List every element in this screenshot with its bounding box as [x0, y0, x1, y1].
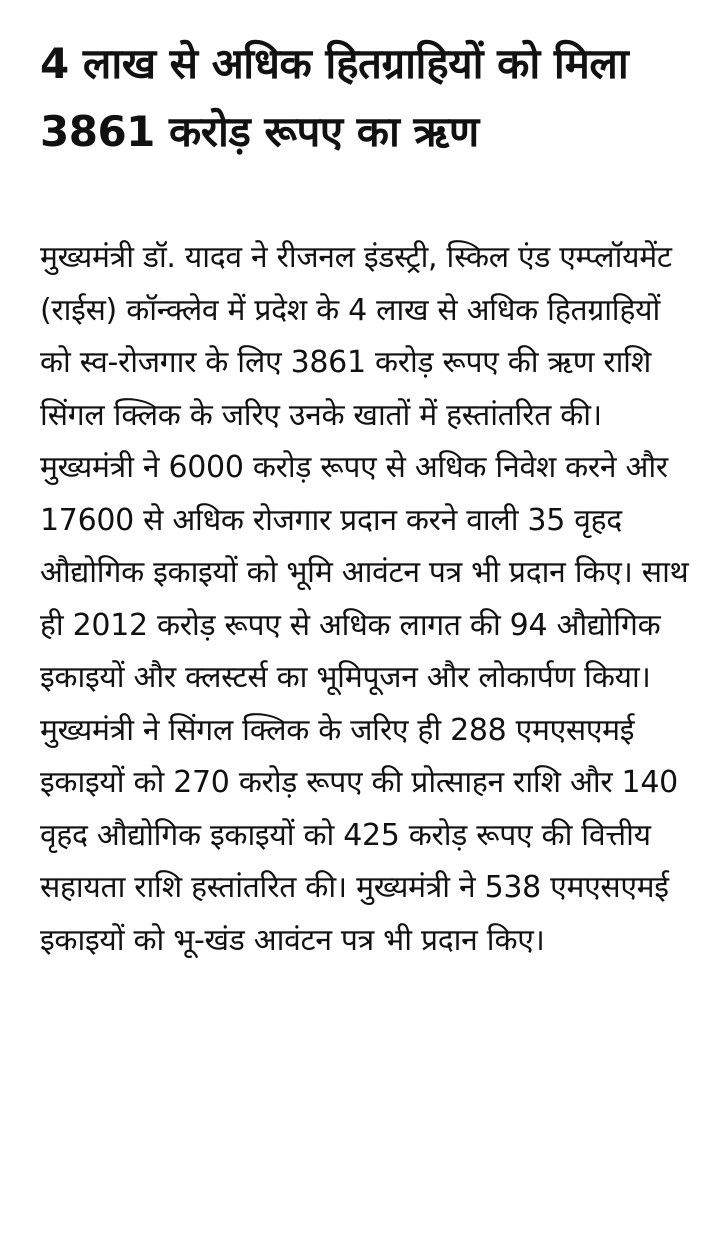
news-article — [40, 30, 690, 967]
article-headline: 4 लाख से अधिक हितग्राहियों को मिला 3861 करोड़ रूपए का ऋण — [40, 39, 629, 156]
article-body: मुख्यमंत्री डॉ. यादव ने रीजनल इंडस्ट्री, स्किल एंड एम्प्लॉयमेंट (राईस) कॉन्क्लेव में प्रदेश के 4 लाख से अधिक हितग्राहियों को स्व-रोजगार के लिए 3861 करोड़ रूपए की ऋण राशि सिंगल क्लिक के जरिए उनके खातों में हस्तांतरित की। मुख्यमंत्री ने 6000 करोड़ रूपए से अधिक निवेश करने और 17600 से अधिक रोजगार प्रदान करने वाली 35 वृहद औद्योगिक इकाइयों को भूमि आवंटन पत्र भी प्रदान किए। साथ ही 2012 करोड़ रूपए से अधिक लागत की 94 औद्योगिक इकाइयों और क्लस्टर्स का भूमिपूजन और लोकार्पण किया। मुख्यमंत्री ने सिंगल क्लिक के जरिए ही 288 एमएसएमई इकाइयों को 270 करोड़ रूपए की प्रोत्साहन राशि और 140 वृहद औद्योगिक इकाइयों को 425 करोड़ रूपए की वित्तीय सहायता राशि हस्तांतरित की। मुख्यमंत्री ने 538 एमएसएमई इकाइयों को भू-खंड आवंटन पत्र भी प्रदान किए। — [40, 240, 689, 958]
